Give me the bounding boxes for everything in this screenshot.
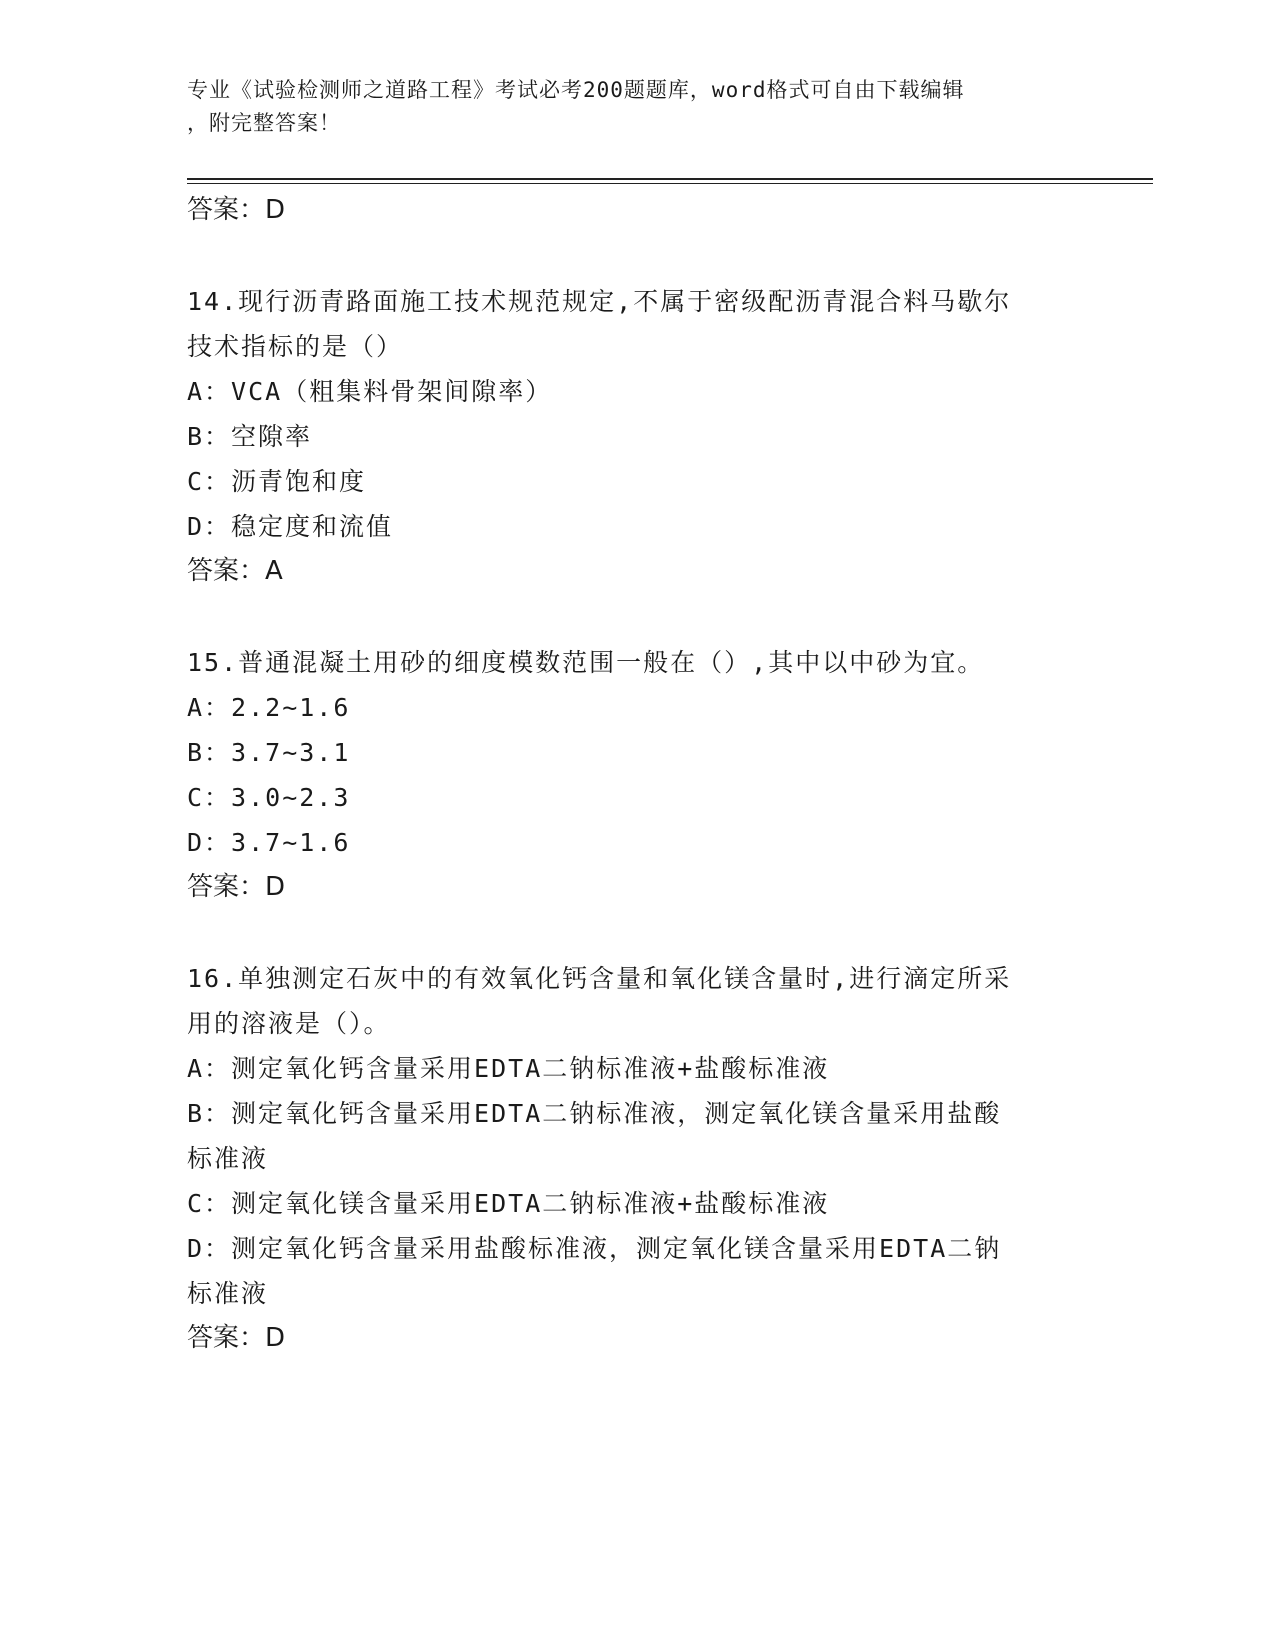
option-d: D：测定氧化钙含量采用盐酸标准液，测定氧化镁含量采用EDTA二钠 <box>187 1234 1002 1263</box>
answer: 答案：D <box>187 1323 286 1353</box>
prev-answer: 答案：D <box>187 195 286 225</box>
question-15 <box>187 640 1087 909</box>
question-stem-line: 14.现行沥青路面施工技术规范规定,不属于密级配沥青混合料马歇尔 <box>187 287 1012 316</box>
option-a: A：测定氧化钙含量采用EDTA二钠标准液+盐酸标准液 <box>187 1054 830 1083</box>
page-header <box>187 74 1067 140</box>
question-stem-line: 用的溶液是（）。 <box>187 1009 391 1038</box>
question-14 <box>187 279 1087 593</box>
option-c: C：沥青饱和度 <box>187 467 367 496</box>
question-stem-line: 15.普通混凝土用砂的细度模数范围一般在（）,其中以中砂为宜。 <box>187 648 985 677</box>
spacer <box>187 593 1087 640</box>
question-16 <box>187 956 1087 1360</box>
header-rule-thin <box>187 183 1153 184</box>
option-d: D：3.7~1.6 <box>187 828 351 857</box>
option-b-continued: 标准液 <box>187 1144 269 1173</box>
header-line-1: 专业《试验检测师之道路工程》考试必考200题题库，word格式可自由下载编辑 <box>187 78 965 102</box>
option-d: D：稳定度和流值 <box>187 512 394 541</box>
answer: 答案：A <box>187 556 283 586</box>
question-stem-line: 技术指标的是（） <box>187 332 404 361</box>
option-b: B：空隙率 <box>187 422 313 451</box>
answer: 答案：D <box>187 872 286 902</box>
option-b: B：3.7~3.1 <box>187 738 351 767</box>
option-c: C：3.0~2.3 <box>187 783 351 812</box>
question-list <box>187 188 1087 1360</box>
option-a: A：VCA（粗集料骨架间隙率） <box>187 377 553 406</box>
header-line-2: ，附完整答案！ <box>187 111 341 135</box>
option-a: A：2.2~1.6 <box>187 693 351 722</box>
spacer <box>187 232 1087 279</box>
spacer <box>187 909 1087 956</box>
header-rule <box>187 178 1153 180</box>
option-b: B：测定氧化钙含量采用EDTA二钠标准液，测定氧化镁含量采用盐酸 <box>187 1099 1002 1128</box>
option-c: C：测定氧化镁含量采用EDTA二钠标准液+盐酸标准液 <box>187 1189 830 1218</box>
option-d-continued: 标准液 <box>187 1279 269 1308</box>
question-stem-line: 16.单独测定石灰中的有效氧化钙含量和氧化镁含量时,进行滴定所采 <box>187 964 1012 993</box>
